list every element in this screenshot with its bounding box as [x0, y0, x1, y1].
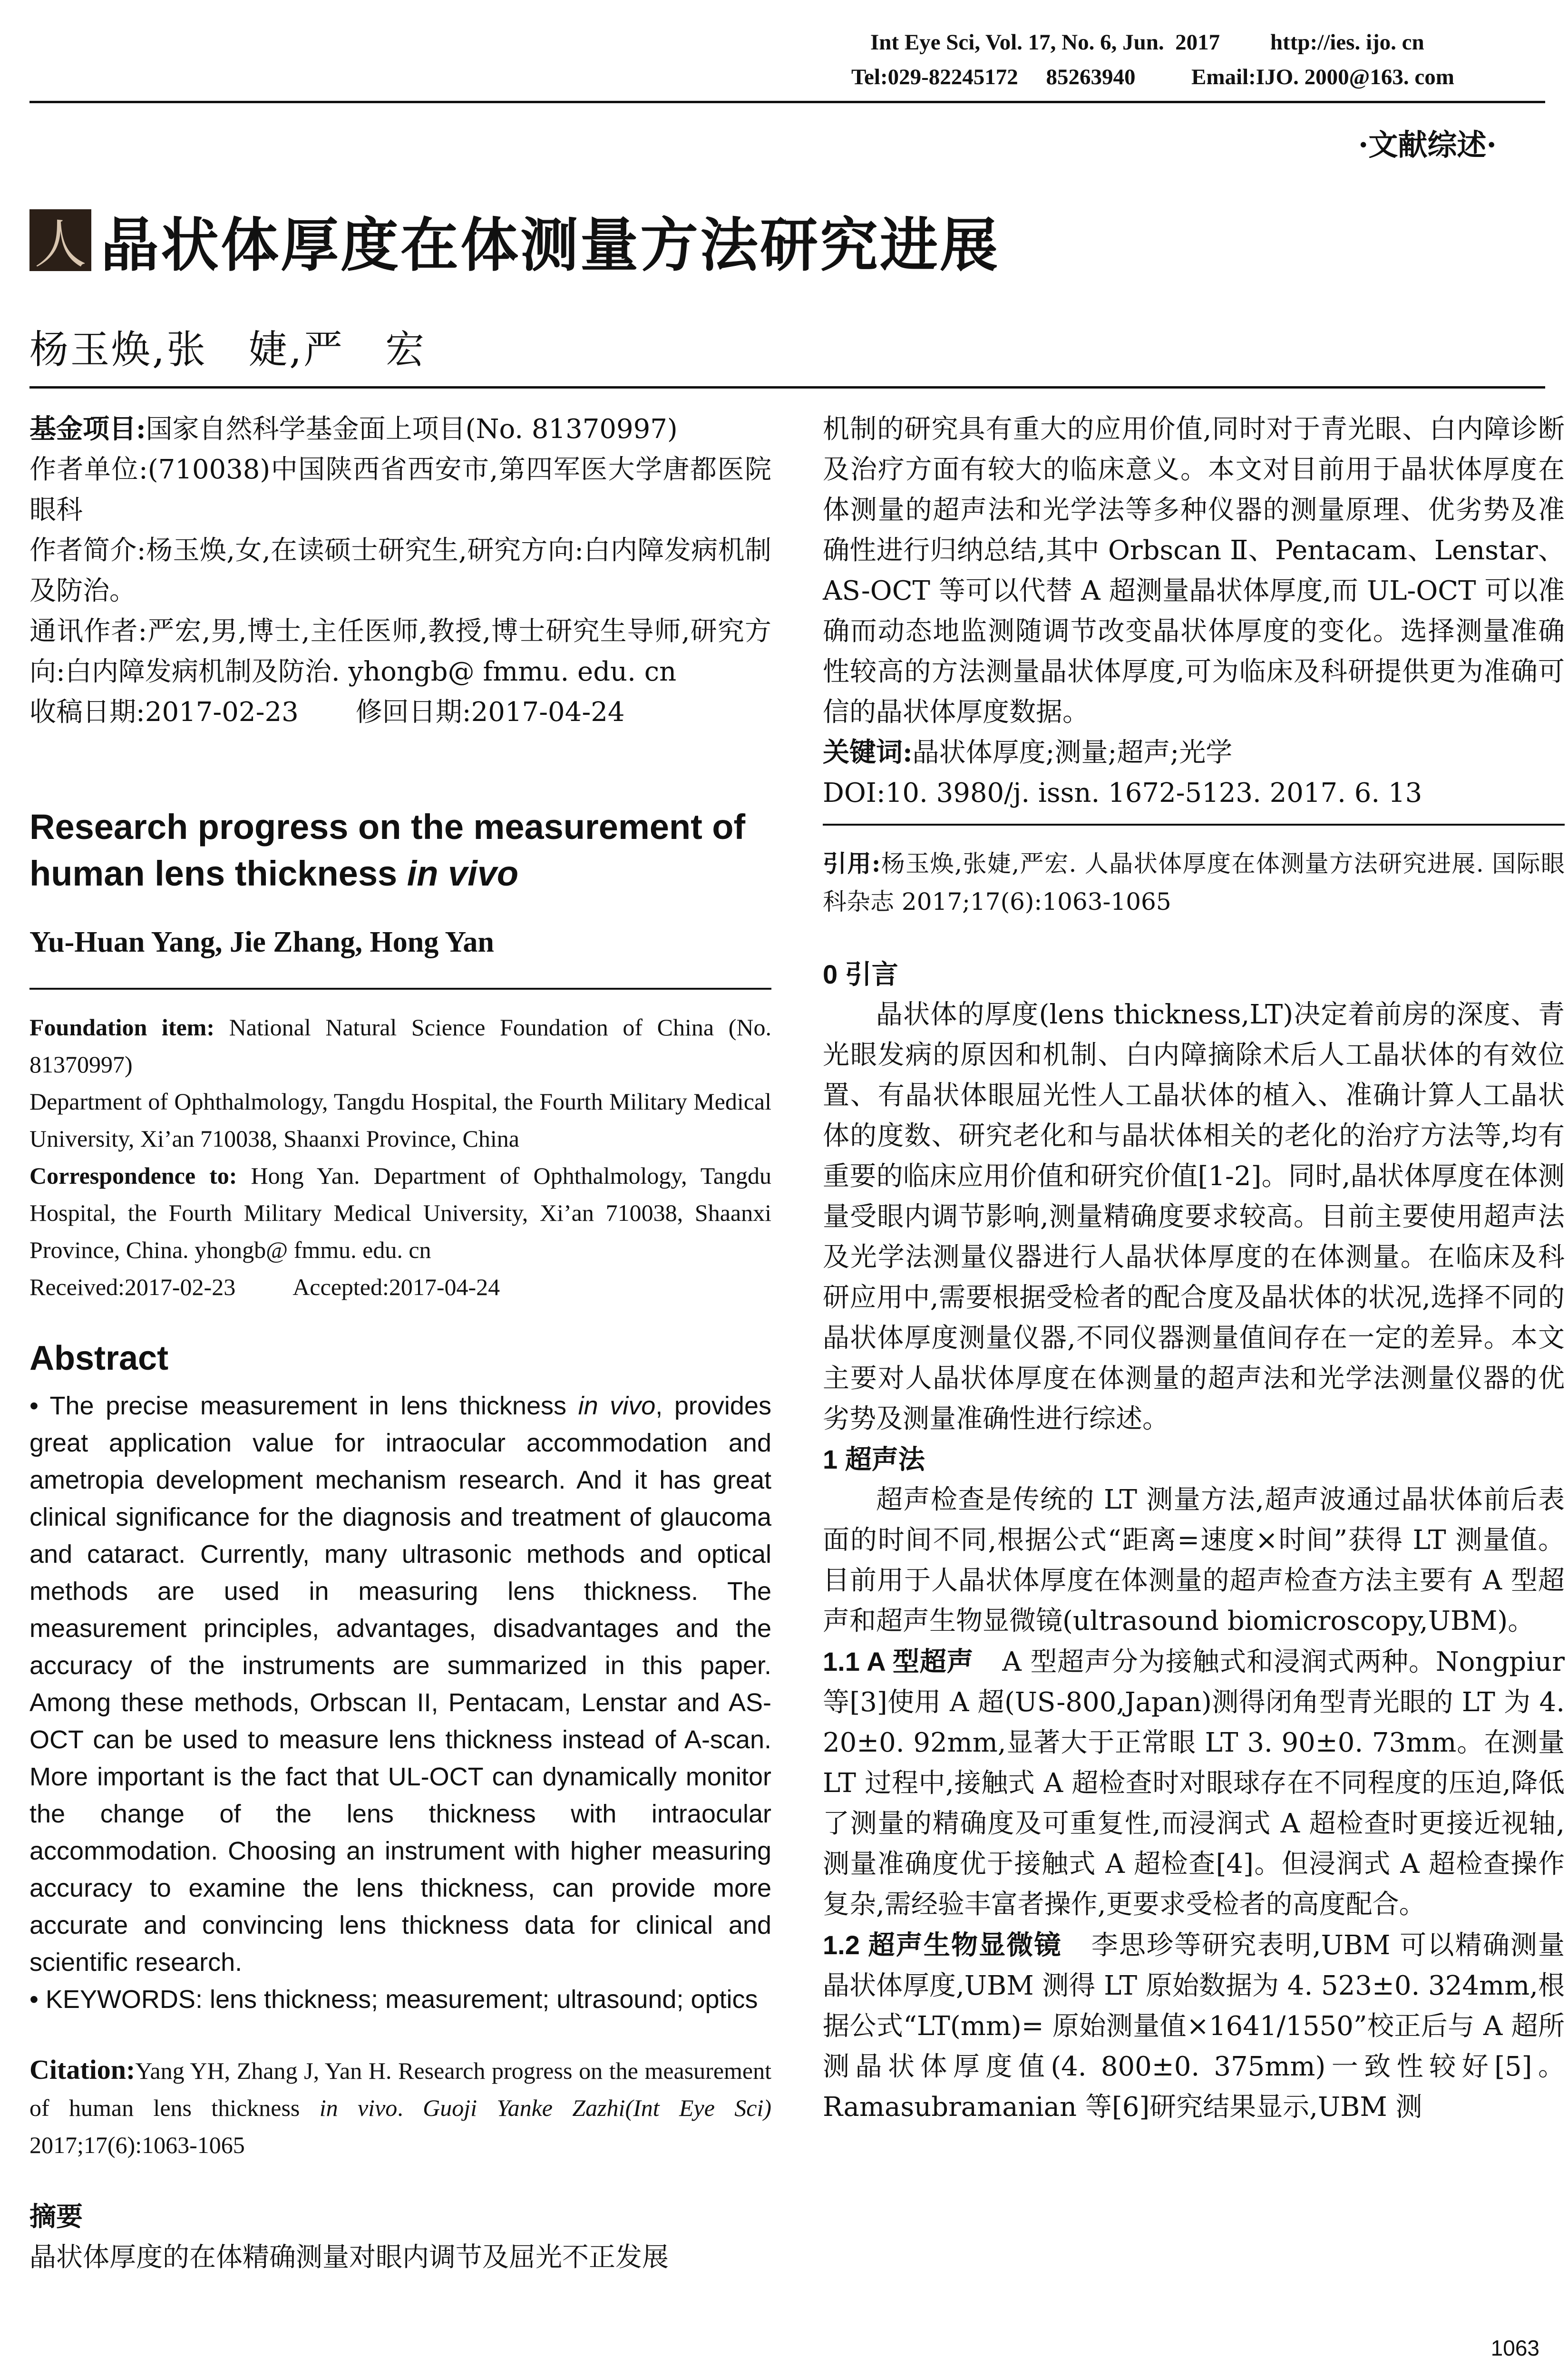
affiliation-cn: 作者单位:(710038)中国陕西省西安市,第四军医大学唐都医院眼科	[29, 454, 771, 526]
doi-rule	[823, 824, 1565, 826]
keywords-cn: 关键词:晶状体厚度;测量;超声;光学	[823, 737, 1233, 768]
correspondence-en: Correspondence to: Hong Yan. Department of Ophthalmology, Tangdu Hospital, the Fourth Military Medical University, Xi’an 710038, Shaanxi Province, China. yhongb@ fmmu. edu. cn	[29, 1162, 771, 1263]
funding-cn: 基金项目:国家自然科学基金面上项目(No. 81370997)	[29, 413, 678, 445]
section-1-2: 1.2 超声生物显微镜 李思珍等研究表明,UBM 可以精确测量晶状体厚度,UBM 测得 LT 原始数据为 4. 523±0. 324mm,根据公式“LT(mm)= 原始测量值×1641/1550”校正后与 A 超所测晶状体厚度值(4. 800±0. 375mm)一致性较好[5]。Ramasubramanian 等[6]研究结果显示,UBM 测	[823, 1930, 1565, 2123]
section-1-heading: 1 超声法	[823, 1444, 925, 1474]
running-header-contact: Tel:029-82245172 85263940 Email:IJO. 2000@163. com	[851, 65, 1454, 89]
citation-en: Citation:Yang YH, Zhang J, Yan H. Research progress on the measurement of human lens thickness in vivo. Guoji Yanke Zazhi(Int Eye Sci) 2017;17(6):1063-1065	[29, 2054, 771, 2158]
title-text: 晶状体厚度在体测量方法研究进展	[101, 210, 1000, 279]
authors-chinese: 杨玉焕,张 婕,严 宏	[29, 327, 427, 372]
right-column	[823, 409, 1565, 2127]
english-title: Research progress on the measurement of human lens thickness in vivo	[29, 807, 746, 893]
abstract-cn-text-cont: 机制的研究具有重大的应用价值,同时对于青光眼、白内障诊断及治疗方面有较大的临床意义。本文对目前用于晶状体厚度在体测量的超声法和光学法等多种仪器的测量原理、优劣势及准确性进行归纳总结,其中 Orbscan Ⅱ、Pentacam、Lenstar、AS-OCT 等可以代替 A 超测量晶状体厚度,而 UL-OCT 可以准确而动态地监测随调节改变晶状体厚度的变化。选择测量准确性较高的方法测量晶状体厚度,可为临床及科研提供更为准确可信的晶状体厚度数据。	[823, 414, 1565, 728]
left-column	[29, 409, 771, 2278]
dates-cn: 收稿日期:2017-02-23 修回日期:2017-04-24	[29, 697, 625, 728]
page-number: 1063	[1490, 2336, 1539, 2360]
correspondence-cn: 通讯作者:严宏,男,博士,主任医师,教授,博士研究生导师,研究方向:白内障发病机制及防治. yhongb@ fmmu. edu. cn	[29, 616, 771, 687]
abstract-heading: Abstract	[29, 1339, 169, 1377]
foundation-en: Foundation item: National Natural Science Foundation of China (No. 81370997)	[29, 1014, 771, 1078]
section-1-1: 1.1 A 型超声 A 型超声分为接触式和浸润式两种。Nongpiur 等[3]使用 A 超(US-800,Japan)测得闭角型青光眼的 LT 为 4. 20±0. 92mm,显著大于正常眼 LT 3. 90±0. 73mm。在测量 LT 过程中,接触式 A 超检查时对眼球存在不同程度的压迫,降低了测量的精确度及可重复性,而浸润式 A 超检查时更接近视轴,测量准确度优于接触式 A 超检查[4]。但浸润式 A 超检查操作复杂,需经验丰富者操作,更要求受检者的高度配合。	[823, 1646, 1565, 1920]
section-0-text: 晶状体的厚度(lens thickness,LT)决定着前房的深度、青光眼发病的原因和机制、白内障摘除术后人工晶状体的有效位置、有晶状体眼屈光性人工晶状体的植入、准确计算人工晶状体的度数、研究老化和与晶状体相关的老化的治疗方法等,均有重要的临床应用价值和研究价值[1-2]。同时,晶状体厚度在体测量受眼内调节影响,测量精确度要求较高。目前主要使用超声法及光学法测量仪器进行人晶状体厚度的在体测量。在临床及科研应用中,需要根据受检者的配合度及晶状体的状况,选择不同的晶状体厚度测量仪器,不同仪器测量值间存在一定的差异。本文主要对人晶状体厚度在体测量的超声法和光学法测量仪器的优劣势及测量准确性进行综述。	[823, 999, 1565, 1434]
running-header-journal: Int Eye Sci, Vol. 17, No. 6, Jun. 2017 http://ies. ijo. cn	[870, 30, 1424, 55]
header-rule	[29, 101, 1545, 103]
department-en: Department of Ophthalmology, Tangdu Hospital, the Fourth Military Medical University, Xi’an 710038, Shaanxi Province, China	[29, 1088, 771, 1152]
abstract-keywords: • KEYWORDS: lens thickness; measurement; ultrasound; optics	[29, 1985, 758, 2014]
doi: DOI:10. 3980/j. issn. 1672-5123. 2017. 6. 13	[823, 778, 1422, 809]
dates-en: Received:2017-02-23 Accepted:2017-04-24	[29, 1274, 500, 1300]
title-rule	[29, 386, 1545, 389]
section-1-text: 超声检查是传统的 LT 测量方法,超声波通过晶状体前后表面的时间不同,根据公式“距离=速度×时间”获得 LT 测量值。目前用于人晶状体厚度在体测量的超声检查方法主要有 A 型超声和超声生物显微镜(ultrasound biomicroscopy,UBM)。	[823, 1484, 1565, 1637]
english-authors-rule	[29, 988, 771, 990]
section-0-heading: 0 引言	[823, 959, 898, 989]
abstract-cn-text-start: 晶状体厚度的在体精确测量对眼内调节及屈光不正发展	[29, 2242, 669, 2273]
section-tag: ·文献综述·	[1358, 127, 1497, 162]
abstract-text: • The precise measurement in lens thickness in vivo, provides great application value for intraocular accommodation and ametropia development mechanism research. And it has great clinical significance for the diagnosis and treatment of glaucoma and cataract. Currently, many ultrasonic methods and optical methods are used in measuring lens thickness. The measurement principles, advantages, disadvantages and the accuracy of the instruments are summarized in this paper. Among these methods, Orbscan II, Pentacam, Lenstar and AS-OCT can be used to measure lens thickness instead of A-scan. More important is the fact that UL-OCT can dynamically monitor the change of the lens thickness with intraocular accommodation. Choosing an instrument with higher measuring accuracy to examine the lens thickness, can provide more accurate and convincing lens thickness data for clinical and scientific research.	[29, 1392, 771, 1977]
abstract-cn-heading: 摘要	[29, 2201, 83, 2232]
english-authors: Yu-Huan Yang, Jie Zhang, Hong Yan	[29, 926, 494, 958]
article-title	[29, 205, 1000, 279]
title-initial-mark: 人	[29, 209, 91, 271]
citation-cn: 引用:杨玉焕,张婕,严宏. 人晶状体厚度在体测量方法研究进展. 国际眼科杂志 2017;17(6):1063-1065	[823, 849, 1565, 916]
bio-cn: 作者简介:杨玉焕,女,在读硕士研究生,研究方向:白内障发病机制及防治。	[29, 535, 771, 606]
